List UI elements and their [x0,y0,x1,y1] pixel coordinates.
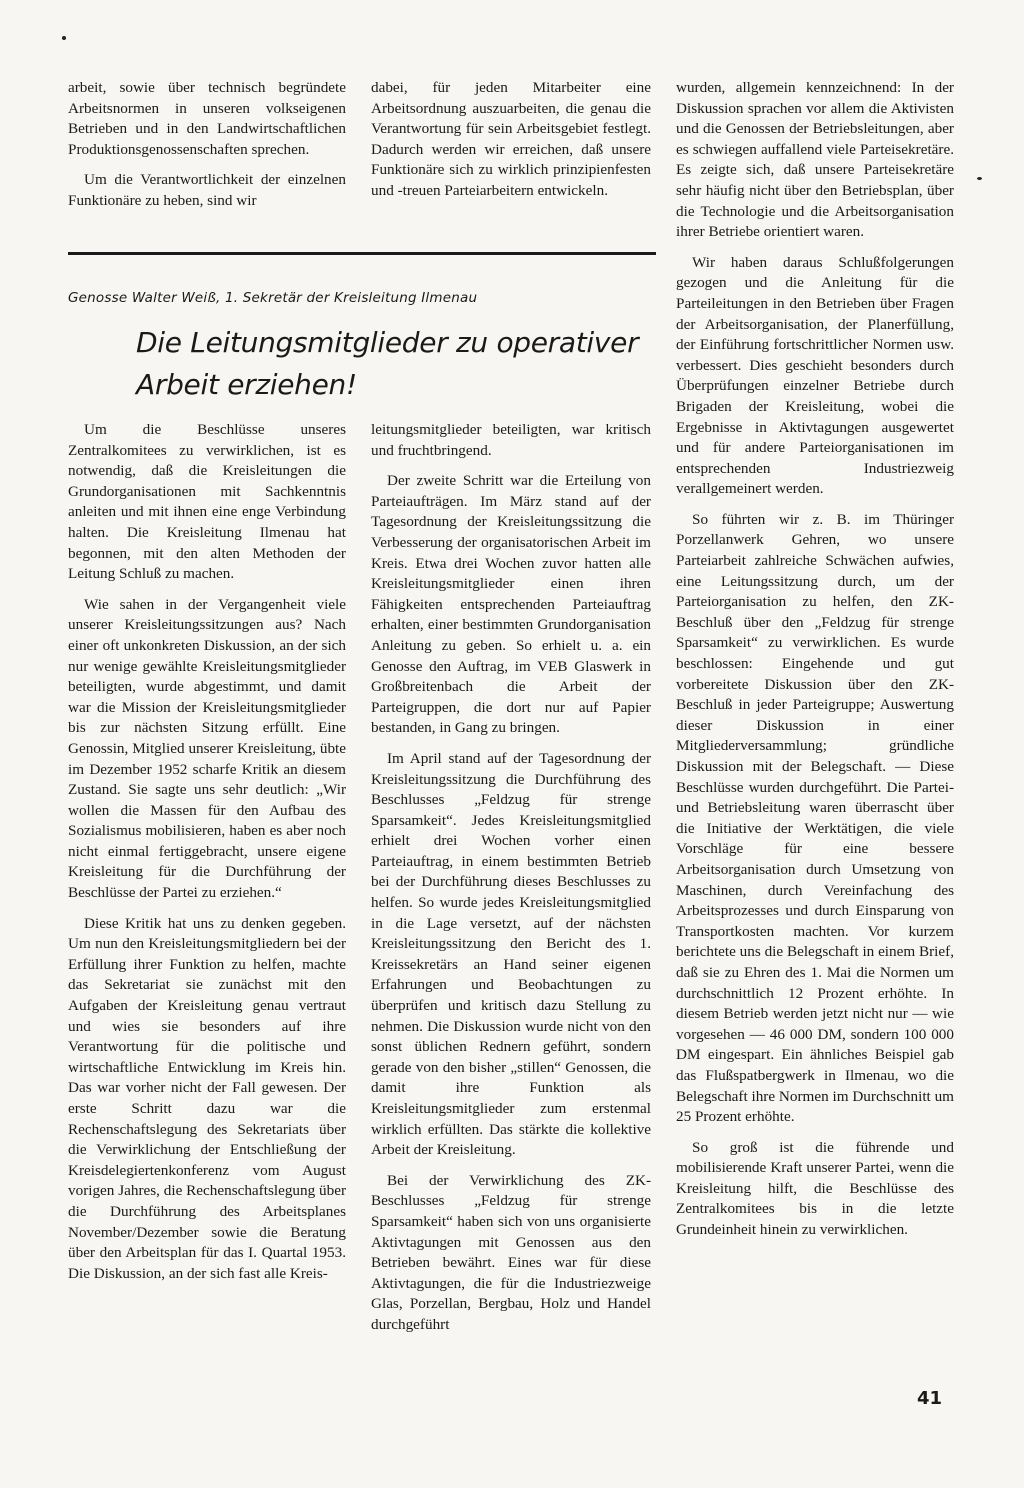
article-byline: Genosse Walter Weiß, 1. Sekretär der Kreisleitung Ilmenau [68,290,478,306]
paragraph: Diese Kritik hat uns zu denken gegeben. Um nun den Kreisleitungsmitgliedern bei der Erfüllung ihrer Funktion zu helfen, machte das Sekretariat sie zunächst mit den Aufgaben der Kreisleitung genau vertraut und wies sie besonders auf ihre Verantwortung für die politische und wirtschaftliche Entwicklung im Kreis hin. Das war vorher nicht der Fall gewesen. Der erste Schritt dazu war die Rechenschaftslegung des Sekretariats über die Verwirklichung der Entschließung der Kreisdelegiertenkonferenz vom August vorigen Jahres, die Rechenschaftslegung über die Durchführung des Arbeitsplanes November/Dezember sowie die Beratung über den Arbeitsplan für das I. Quartal 1953. Die Diskussion, an der sich fast alle Kreis- [68,914,346,1282]
print-speck [977,177,982,180]
paragraph: wurden, allgemein kennzeichnend: In der Diskussion sprachen vor allem die Aktivisten und die Genossen der Betriebsleitungen, aber es schwiegen auffallend viele Parteisekretäre. Es zeigte sich, daß unsere Parteisekretäre sehr häufig nicht über den Betriebsplan, über die Technologie und die Arbeitsorganisation ihrer Betriebe orientiert waren. [676,79,954,241]
paragraph: dabei, für jeden Mitarbeiter eine Arbeitsordnung auszuarbeiten, die genau die Verantwortung für sein Arbeitsgebiet festlegt. Dadurch werden wir erreichen, daß unsere Funktionäre sich zu wirklich prinzipienfesten und -treuen Parteiarbeitern entwickeln. [371,79,651,199]
paragraph: So führten wir z. B. im Thüringer Porzellanwerk Gehren, wo unsere Parteiarbeit zahlreiche Schwächen aufwies, eine Leitungssitzung durch, um der Parteiorganisation zu helfen, den ZK-Beschluß über den „Feldzug für strenge Sparsamkeit“ zu verwirklichen. Es wurde beschlossen: Eingehende und gut vorbereitete Diskussion über den ZK-Beschluß in jeder Parteigruppe; Auswertung dieser Diskussion in einer Mitgliederversammlung; gründliche Diskussion mit der Belegschaft. — Diese Beschlüsse wurden durchgeführt. Die Partei- und Betriebsleitung waren überrascht über die Initiative der Werktätigen, die viele Vorschläge für eine bessere Arbeitsorganisation durch Umsetzung von Maschinen, durch Vereinfachung des Arbeitsprozesses und durch Einsparung von Transportkosten machten. Vor kurzem berichtete uns die Belegschaft in einem Brief, daß sie zu Ehren des 1. Mai die Normen um durchschnittlich 12 Prozent erhöhte. In diesem Betrieb werden jetzt nicht nur — wie vorgesehen — 46 000 DM, sondern 100 000 DM eingespart. Ein ähnliches Beispiel gab das Flußspatbergwerk in Ilmenau, wo die Belegschaft ihre Normen im Durchschnitt um 25 Prozent erhöhte. [676,510,954,1126]
paragraph: Um die Beschlüsse unseres Zentralkomitees zu verwirklichen, ist es notwendig, daß die Kreisleitungen die Grundorganisationen mit Sachkenntnis anleiten und mit ihnen eine enge Verbindung halten. Die Kreisleitung Ilmenau hat begonnen, mit den alten Methoden der Leitung Schluß zu machen. [68,421,346,583]
paragraph: Um die Verantwortlichkeit der einzelnen Funktionäre zu heben, sind wir [68,171,346,209]
print-speck [62,36,66,40]
paragraph: So groß ist die führende und mobilisierende Kraft unserer Partei, wenn die Kreisleitung hilft, die Beschlüsse des Zentralkomitees bis in die letzte Grundeinheit hinein zu verwirklichen. [676,1138,954,1239]
article-headline: Die Leitungsmitglieder zu operativer Arbeit erziehen! [136,326,639,401]
article-column-middle [371,420,651,1336]
paragraph: Der zweite Schritt war die Erteilung von Parteiaufträgen. Im März stand auf der Tagesordnung der Kreisleitungssitzung die Verbesserung der organisatorischen Arbeit im Kreis. Etwa drei Wochen zuvor hatten alle Kreisleitungsmitglieder einen ihren Fähigkeiten entsprechenden Parteiauftrag erhalten, einer bestimmten Grundorganisation Anleitung zu geben. So erhielt u. a. ein Genosse den Auftrag, im VEB Glaswerk in Großbreitenbach die Arbeit der Parteigruppen, die dort nur auf Papier bestanden, in Gang zu bringen. [371,472,651,737]
paragraph: Bei der Verwirklichung des ZK-Beschlusses „Feldzug für strenge Sparsamkeit“ haben sich von uns organisierte Aktivtagungen mit Genossen aus den Betrieben bewährt. Eines war für diese Aktivtagungen, die für die Industriezweige Glas, Porzellan, Bergbau, Holz und Handel durchgeführt [371,1171,651,1333]
paragraph: leitungsmitglieder beteiligten, war kritisch und fruchtbringend. [371,421,651,459]
top-column-middle [371,78,651,202]
article-column-left [68,420,346,1284]
paragraph: arbeit, sowie über technisch begründete Arbeitsnormen in unseren volkseigenen Betrieben und in den Landwirtschaftlichen Produktionsgenossenschaften sprechen. [68,79,346,158]
paragraph: Wie sahen in der Vergangenheit viele unserer Kreisleitungssitzungen aus? Nach einer oft unkonkreten Diskussion, an der sich nur wenige gewählte Kreisleitungsmitglieder beteiligten, wurde abgestimmt, und damit war die Mission der Kreisleitungsmitglieder bis zur nächsten Sitzung erfüllt. Eine Genossin, Mitglied unserer Kreisleitung, übte im Dezember 1952 scharfe Kritik an diesem Zustand. Sie sagte uns sehr deutlich: „Wir wollen die Massen für den Aufbau des Sozialismus mobilisieren, haben es aber noch nicht einmal fertiggebracht, unsere eigene Kreisleitung für die Durchführung der Beschlüsse der Partei zu erziehen.“ [68,595,346,902]
top-column-left [68,78,346,212]
section-divider [68,252,656,255]
page-number: 41 [917,1388,943,1409]
article-column-right [676,78,954,1241]
paragraph: Wir haben daraus Schlußfolgerungen gezogen und die Anleitung für die Parteileitungen in den Betrieben über Fragen der Arbeitsorganisation, der Planerfüllung, der Einführung fortschrittlicher Normen usw. verbessert. Dies geschieht besonders durch Überprüfungen einzelner Betriebe durch Brigaden der Kreisleitung, wobei die Ergebnisse in Aktivtagungen ausgewertet und für andere Parteiorganisationen im entsprechenden Industriezweig verallgemeinert werden. [676,253,954,498]
paragraph: Im April stand auf der Tagesordnung der Kreisleitungssitzung die Durchführung des Beschlusses „Feldzug für strenge Sparsamkeit“. Jedes Kreisleitungsmitglied erhielt drei Wochen vorher einen Parteiauftrag, in einem bestimmten Betrieb bei der Durchführung dieses Beschlusses zu helfen. So wurde jedes Kreisleitungsmitglied in die Lage versetzt, auf der nächsten Kreisleitungssitzung den Bericht des 1. Kreissekretärs an Hand seiner eigenen Erfahrungen und Beobachtungen zu überprüfen und kritisch dazu Stellung zu nehmen. Die Diskussion wurde nicht von den sonst üblichen Rednern geführt, sondern gerade von den bisher „stillen“ Genossen, die damit ihre Funktion als Kreisleitungsmitglieder zum erstenmal wirklich erfüllten. Das stärkte die kollektive Arbeit der Kreisleitung. [371,749,651,1159]
